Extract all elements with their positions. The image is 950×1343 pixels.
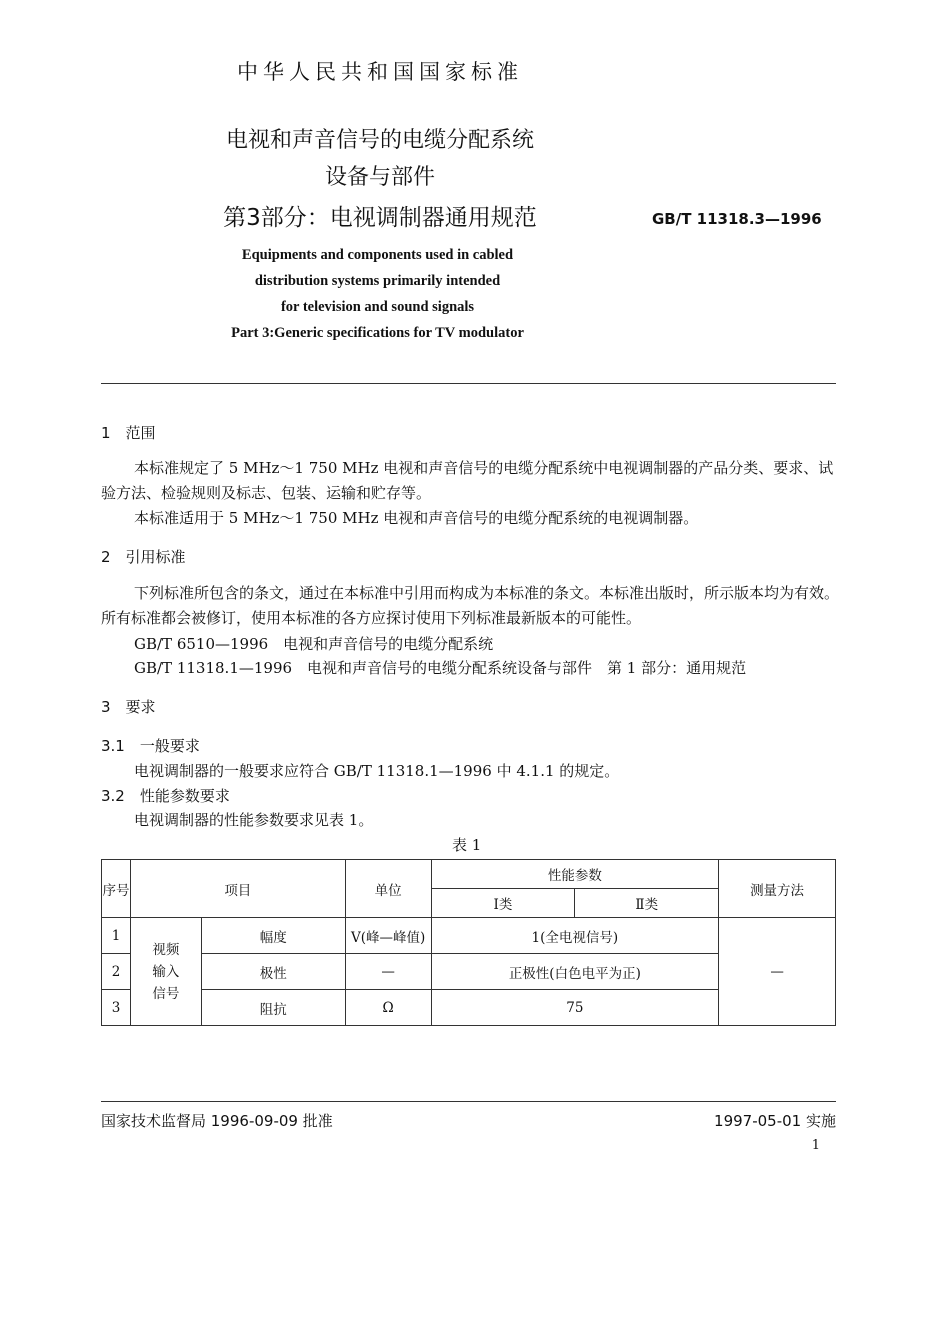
section-3-1-heading: 3.1 一般要求 — [101, 737, 200, 755]
standard-number: GB/T 11318.3—1996 — [652, 210, 822, 228]
footer-divider — [101, 1101, 836, 1102]
header-class-1: Ⅰ类 — [431, 889, 575, 918]
page-number: 1 — [811, 1138, 820, 1153]
section-1-paragraph-1: 本标准规定了 5 MHz～1 750 MHz 电视和声音信号的电缆分配系统中电视调制器的产品分类、要求、试验方法、检验规则及标志、包装、运输和贮存等。 — [101, 459, 834, 502]
group-label: 视频 输入 信号 — [130, 918, 201, 1026]
approval-date: 国家技术监督局 1996-09-09 批准 — [101, 1112, 333, 1130]
table-caption: 表 1 — [452, 836, 482, 854]
section-3-2-text: 电视调制器的性能参数要求见表 1。 — [134, 811, 374, 829]
title-cn-line2: 设备与部件 — [324, 165, 435, 190]
header-divider — [101, 383, 836, 384]
row-unit: — — [345, 954, 431, 990]
title-en-line3: for television and sound signals — [280, 299, 475, 315]
title-cn-line1: 电视和声音信号的电缆分配系统 — [225, 128, 534, 153]
header-method: 测量方法 — [719, 860, 836, 918]
header-seq: 序号 — [102, 860, 131, 918]
title-en-line1: Equipments and components used in cabled — [241, 247, 514, 263]
section-1-paragraph-2: 本标准适用于 5 MHz～1 750 MHz 电视和声音信号的电缆分配系统的电视调制器。 — [134, 509, 699, 527]
row-value: 1(全电视信号) — [431, 918, 719, 954]
row-value: 75 — [431, 990, 719, 1026]
row-seq: 2 — [102, 954, 131, 990]
row-item: 阻抗 — [201, 990, 345, 1026]
implementation-date: 1997-05-01 实施 — [714, 1112, 836, 1130]
section-2-paragraph-1: 下列标准所包含的条文，通过在本标准中引用而构成为本标准的条文。本标准出版时，所示版本均为有效。所有标准都会被修订，使用本标准的各方应探讨使用下列标准最新版本的可能性。 — [101, 584, 840, 627]
national-standard-label: 中华人民共和国国家标准 — [237, 60, 523, 84]
reference-standard-2: GB/T 11318.1—1996 电视和声音信号的电缆分配系统设备与部件 第 1 部分：通用规范 — [134, 659, 747, 677]
section-3-1-text: 电视调制器的一般要求应符合 GB/T 11318.1—1996 中 4.1.1 的规定。 — [134, 762, 620, 780]
reference-standard-1: GB/T 6510—1996 电视和声音信号的电缆分配系统 — [134, 635, 494, 653]
section-2-heading: 2 引用标准 — [101, 548, 186, 566]
row-item: 幅度 — [201, 918, 345, 954]
title-en-line2: distribution systems primarily intended — [254, 273, 501, 289]
performance-table — [101, 859, 836, 1026]
section-3-2-heading: 3.2 性能参数要求 — [101, 787, 230, 805]
row-value: 正极性(白色电平为正) — [431, 954, 719, 990]
section-3-heading: 3 要求 — [101, 698, 156, 716]
header-class-2: Ⅱ类 — [575, 889, 719, 918]
row-seq: 3 — [102, 990, 131, 1026]
row-seq: 1 — [102, 918, 131, 954]
header-params: 性能参数 — [431, 860, 719, 889]
row-unit: V(峰—峰值) — [345, 918, 431, 954]
title-cn-line3: 第3部分：电视调制器通用规范 — [223, 205, 537, 231]
title-en-line4: Part 3:Generic specifications for TV modulator — [231, 325, 524, 341]
method-value: — — [719, 918, 836, 1026]
header-unit: 单位 — [345, 860, 431, 918]
table-row — [102, 918, 836, 954]
row-item: 极性 — [201, 954, 345, 990]
header-item: 项目 — [130, 860, 345, 918]
section-1-heading: 1 范围 — [101, 424, 156, 442]
row-unit: Ω — [345, 990, 431, 1026]
